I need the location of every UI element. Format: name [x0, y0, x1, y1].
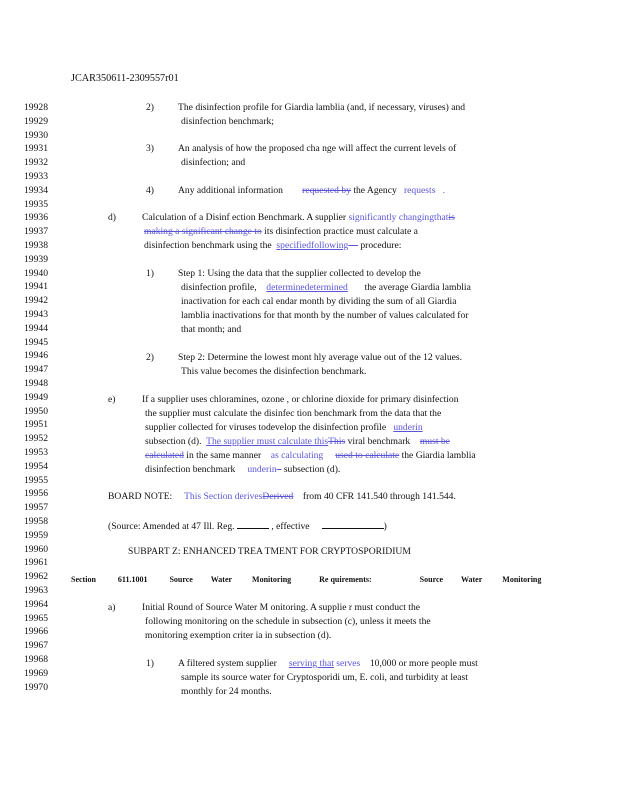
line-number: 19929 — [24, 115, 48, 127]
line-number: 19948 — [24, 378, 48, 389]
item-label: d) — [108, 212, 116, 223]
deleted-text: This — [328, 436, 346, 447]
inserted-text: serves — [336, 658, 361, 669]
text-segment: (Source: Amended at 47 Ill. Reg. — [108, 521, 235, 532]
text-line: that month; and — [181, 324, 242, 335]
text-line: inactivation for each cal endar month by dividing the sum of all Giardia — [181, 296, 457, 307]
text-line: the supplier must calculate the disinfec tion benchmark from the data that the — [145, 408, 442, 419]
line-number: 19943 — [24, 309, 48, 320]
line-number: 19941 — [24, 281, 48, 293]
text-line: monthly for 24 months. — [181, 686, 272, 697]
line-number: 19930 — [24, 129, 48, 141]
text-line: disinfection; and — [181, 157, 246, 168]
line-number: 19932 — [24, 157, 48, 169]
deleted-text: used to calculate — [335, 450, 400, 461]
line-number: 19969 — [24, 667, 48, 679]
text-segment: subsection (d). — [283, 464, 341, 475]
item-number: 2) — [146, 102, 154, 113]
inserted-text: serving that — [288, 658, 334, 669]
inserted-text: underin — [247, 464, 277, 475]
text-segment: Re quirements: — [319, 575, 372, 584]
text-line — [145, 422, 423, 433]
line-number: 19940 — [24, 267, 48, 279]
text-line: An analysis of how the proposed cha nge will affect the current levels of — [178, 143, 457, 154]
line-number: 19938 — [24, 240, 48, 251]
deleted-text: Derived — [262, 491, 294, 502]
item-label: a) — [108, 602, 116, 613]
text-line — [145, 464, 340, 475]
inserted-text: significantly changingthat — [348, 212, 449, 223]
line-number: 19961 — [24, 557, 48, 569]
line-number: 19931 — [24, 143, 48, 155]
inserted-text: The supplier must calculate this — [206, 436, 329, 447]
inserted-text: as calculating — [270, 450, 324, 461]
deleted-text — [277, 464, 282, 475]
deleted-text: requested by — [302, 185, 351, 196]
text-line: This value becomes the disinfection benchmark. — [181, 366, 367, 377]
source-note — [108, 519, 387, 532]
text-segment: the average Giardia lamblia — [364, 282, 471, 293]
text-segment: Source — [419, 575, 444, 584]
text-segment: disinfection benchmark using the — [144, 240, 272, 251]
text-segment: Water — [460, 575, 483, 584]
blank-line — [237, 519, 269, 529]
item-number: 2) — [146, 352, 154, 363]
text-segment: BOARD NOTE: — [108, 491, 173, 502]
line-number: 19968 — [24, 654, 48, 665]
text-line — [178, 185, 445, 196]
line-number: 19945 — [24, 336, 48, 348]
text-segment: in the same manner — [186, 450, 262, 461]
section-heading — [71, 575, 541, 584]
line-number: 19951 — [24, 419, 48, 431]
text-segment: its disinfection practice must calculate a — [264, 226, 418, 237]
line-number: 19955 — [24, 474, 48, 486]
line-number: 19934 — [24, 184, 48, 196]
text-line: The disinfection profile for Giardia lamblia (and, if necessary, viruses) and — [178, 102, 466, 113]
text-line — [178, 658, 478, 669]
text-segment: 10,000 or more people must — [369, 658, 478, 669]
line-number: 19960 — [24, 543, 48, 555]
text-segment: Section — [71, 575, 96, 584]
text-segment: Monitoring — [502, 575, 542, 584]
text-line: disinfection benchmark; — [181, 116, 274, 127]
text-line — [145, 450, 476, 461]
text-line: monitoring exemption criter ia in subsection (d). — [145, 630, 332, 641]
line-number: 19967 — [24, 640, 48, 652]
text-line — [145, 436, 450, 447]
deleted-text — [348, 240, 358, 251]
text-segment: Source — [169, 575, 193, 584]
text-segment: disinfection profile, — [181, 282, 257, 293]
line-number: 19962 — [24, 571, 48, 583]
line-number: 19963 — [24, 585, 48, 596]
line-number: 19966 — [24, 626, 48, 638]
line-number: 19970 — [24, 681, 48, 693]
text-segment: Calculation of a Disinf ection Benchmark. A supplier — [142, 212, 347, 223]
item-number: 4) — [146, 185, 154, 196]
line-number: 19956 — [24, 488, 48, 500]
line-number: 19964 — [24, 598, 48, 610]
line-number: 19954 — [24, 460, 48, 472]
deleted-text: calculated — [145, 450, 184, 461]
inserted-text: This Section derives — [184, 491, 263, 502]
line-number: 19958 — [24, 516, 48, 527]
line-number: 19942 — [24, 295, 48, 307]
text-segment: A filtered system supplier — [178, 658, 277, 669]
text-line: Step 1: Using the data that the supplier collected to develop the — [178, 268, 421, 279]
text-segment: Water — [210, 575, 233, 584]
text-segment: . — [442, 185, 446, 196]
text-segment: , effective — [271, 521, 310, 532]
inserted-text: underin — [393, 422, 423, 433]
text-line: If a supplier uses chloramines, ozone , or chlorine dioxide for primary disinfection — [142, 394, 459, 405]
inserted-text: determinedetermined — [266, 282, 348, 293]
line-number: 19953 — [24, 447, 48, 458]
line-number: 19965 — [24, 612, 48, 624]
text-line: lamblia inactivations for that month by the number of values calculated for — [181, 310, 469, 321]
line-number: 19959 — [24, 529, 48, 541]
deleted-text: making a significant change to — [144, 226, 262, 237]
deleted-text: must be — [419, 436, 450, 447]
line-number: 19957 — [24, 502, 48, 514]
text-segment: viral benchmark — [347, 436, 411, 447]
text-segment: subsection (d). — [145, 436, 202, 447]
line-number: 19935 — [24, 198, 48, 210]
text-segment: Monitoring — [252, 575, 292, 584]
line-number: 19928 — [24, 102, 48, 113]
item-label: e) — [108, 394, 116, 405]
line-number: 19952 — [24, 433, 48, 445]
item-number: 1) — [146, 658, 154, 669]
text-line: Initial Round of Source Water M onitoring. A supplie r must conduct the — [142, 602, 421, 613]
text-segment: Any additional information — [178, 185, 283, 196]
text-line — [142, 212, 455, 223]
text-segment: supplier collected for viruses todevelop the disinfection profile — [145, 422, 387, 433]
line-number: 19933 — [24, 171, 48, 182]
text-segment: from 40 CFR 141.540 through 141.544. — [302, 491, 456, 502]
text-segment: procedure: — [360, 240, 402, 251]
text-line: following monitoring on the schedule in subsection (c), unless it meets the — [145, 616, 431, 627]
line-number: 19937 — [24, 226, 48, 238]
item-number: 1) — [146, 268, 154, 279]
item-number: 3) — [146, 143, 154, 154]
line-number: 19946 — [24, 350, 48, 362]
document-header: JCAR350611-2309557r01 — [71, 73, 179, 84]
text-line — [144, 240, 401, 251]
line-number: 19949 — [24, 391, 48, 403]
text-line: Step 2: Determine the lowest mont hly average value out of the 12 values. — [178, 352, 463, 363]
text-segment: the Agency — [353, 185, 397, 196]
line-number: 19939 — [24, 253, 48, 265]
text-segment: the Giardia lamblia — [401, 450, 476, 461]
subpart-heading: SUBPART Z: ENHANCED TREA TMENT FOR CRYPTOSPORIDIUM — [128, 546, 411, 557]
line-number: 19947 — [24, 364, 48, 376]
text-line — [181, 282, 471, 293]
text-line: sample its source water for Cryptosporidi um, E. coli, and turbidity at least — [181, 672, 468, 683]
board-note — [108, 491, 456, 502]
blank-line — [322, 519, 384, 529]
line-number: 19950 — [24, 405, 48, 417]
text-segment: ) — [383, 521, 387, 532]
inserted-text: specifiedfollowing — [276, 240, 349, 251]
text-segment: disinfection benchmark — [145, 464, 236, 475]
line-number: 19944 — [24, 322, 48, 334]
text-segment: 611.1001 — [117, 575, 148, 584]
inserted-text: requests — [403, 185, 436, 196]
line-number: 19936 — [24, 212, 48, 224]
deleted-text: is — [448, 212, 455, 223]
text-line — [144, 226, 418, 237]
